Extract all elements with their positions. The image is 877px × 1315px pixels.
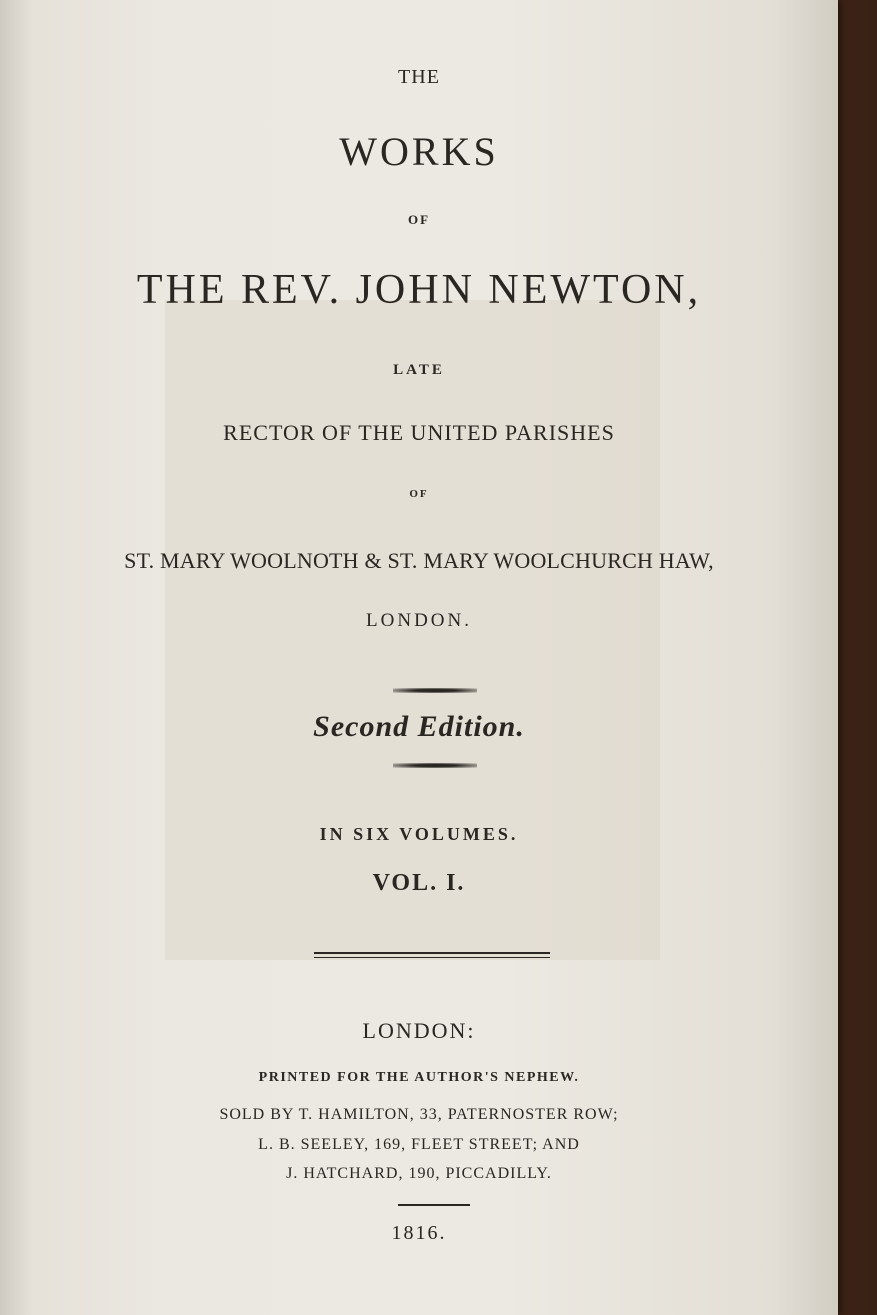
imprint-year: 1816. — [391, 1222, 447, 1244]
rector-line: RECTOR OF THE UNITED PARISHES — [223, 420, 615, 445]
title-the: THE — [398, 66, 440, 88]
parishes-line: ST. MARY WOOLNOTH & ST. MARY WOOLCHURCH HAW, — [124, 548, 714, 573]
double-rule — [314, 952, 550, 958]
author-name: THE REV. JOHN NEWTON, — [136, 267, 702, 313]
imprint-place: LONDON: — [362, 1018, 476, 1043]
swelled-rule-bottom — [393, 763, 477, 768]
volumes-line: IN SIX VOLUMES. — [319, 824, 519, 844]
title-of: OF — [407, 212, 431, 227]
thin-rule — [398, 1204, 470, 1206]
london-line: LONDON. — [366, 610, 472, 631]
imprint-printed-for: PRINTED FOR THE AUTHOR'S NEPHEW. — [258, 1070, 580, 1085]
edition-line: Second Edition. — [313, 710, 525, 743]
swelled-rule-top — [393, 688, 477, 693]
imprint-seeley: L. B. SEELEY, 169, FLEET STREET; AND — [258, 1136, 580, 1153]
imprint-hatchard: J. HATCHARD, 190, PICCADILLY. — [286, 1165, 552, 1182]
title-late: LATE — [393, 362, 445, 378]
title-of-2: OF — [409, 488, 429, 500]
volume-number: VOL. I. — [372, 870, 466, 896]
imprint-sold-by: SOLD BY T. HAMILTON, 33, PATERNOSTER ROW; — [219, 1106, 619, 1123]
title-works: WORKS — [339, 129, 499, 174]
